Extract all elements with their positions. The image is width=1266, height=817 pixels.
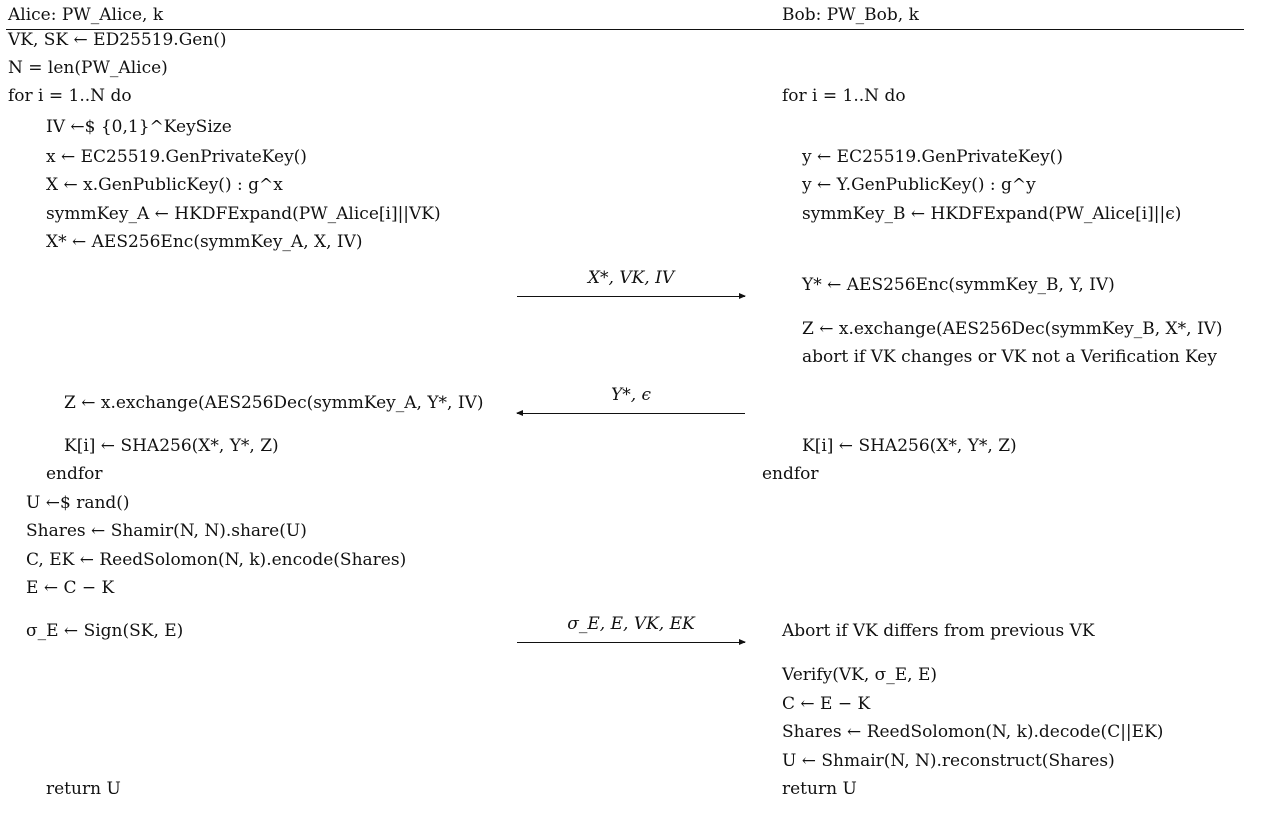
alice-line-e: E ← C − K — [26, 578, 115, 598]
alice-line-u: U ←$ rand() — [26, 493, 130, 513]
bob-line-abort: abort if VK changes or VK not a Verification Key — [802, 347, 1217, 367]
alice-line-z: Z ← x.exchange(AES256Dec(symmKey_A, Y*, IV) — [64, 393, 484, 413]
alice-line-sign: σ_E ← Sign(SK, E) — [26, 621, 184, 641]
bob-line-symmkey: symmKey_B ← HKDFExpand(PW_Alice[i]||ϵ) — [802, 204, 1182, 224]
alice-line-x-priv: x ← EC25519.GenPrivateKey() — [46, 147, 307, 167]
alice-header: Alice: PW_Alice, k — [8, 5, 164, 25]
alice-line-keygen: VK, SK ← ED25519.Gen() — [8, 30, 227, 50]
bob-line-k: K[i] ← SHA256(X*, Y*, Z) — [802, 436, 1017, 456]
bob-line-for: for i = 1..N do — [782, 86, 906, 106]
bob-line-abort-vk: Abort if VK differs from previous VK — [782, 621, 1095, 641]
bob-line-y-pub: y ← Y.GenPublicKey() : g^y — [802, 175, 1036, 195]
bob-line-decode: Shares ← ReedSolomon(N, k).decode(C||EK) — [782, 722, 1164, 742]
bob-line-z: Z ← x.exchange(AES256Dec(symmKey_B, X*, IV) — [802, 319, 1223, 339]
alice-line-xstar: X* ← AES256Enc(symmKey_A, X, IV) — [46, 232, 363, 252]
bob-line-verify: Verify(VK, σ_E, E) — [782, 665, 938, 685]
bob-line-y-priv: y ← EC25519.GenPrivateKey() — [802, 147, 1063, 167]
arrow-right-3 — [517, 642, 745, 643]
alice-line-shares: Shares ← Shamir(N, N).share(U) — [26, 521, 307, 541]
alice-line-x-pub: X ← x.GenPublicKey() : g^x — [46, 175, 283, 195]
alice-line-return: return U — [46, 779, 121, 799]
alice-line-n: N = len(PW_Alice) — [8, 58, 168, 78]
bob-line-endfor: endfor — [762, 464, 819, 484]
bob-header: Bob: PW_Bob, k — [782, 5, 919, 25]
alice-line-symmkey: symmKey_A ← HKDFExpand(PW_Alice[i]||VK) — [46, 204, 441, 224]
alice-line-k: K[i] ← SHA256(X*, Y*, Z) — [64, 436, 279, 456]
message-label-3: σ_E, E, VK, EK — [567, 614, 695, 634]
arrow-left-2 — [517, 413, 745, 414]
message-label-2: Y*, ϵ — [610, 385, 652, 405]
alice-line-for: for i = 1..N do — [8, 86, 132, 106]
bob-line-return: return U — [782, 779, 857, 799]
bob-line-ystar: Y* ← AES256Enc(symmKey_B, Y, IV) — [802, 275, 1115, 295]
alice-line-iv: IV ←$ {0,1}^KeySize — [46, 117, 232, 137]
bob-line-reconstruct: U ← Shmair(N, N).reconstruct(Shares) — [782, 751, 1115, 771]
bob-line-c: C ← E − K — [782, 694, 871, 714]
alice-line-encode: C, EK ← ReedSolomon(N, k).encode(Shares) — [26, 550, 407, 570]
arrow-right-1 — [517, 296, 745, 297]
alice-line-endfor: endfor — [46, 464, 103, 484]
message-label-1: X*, VK, IV — [587, 268, 675, 288]
